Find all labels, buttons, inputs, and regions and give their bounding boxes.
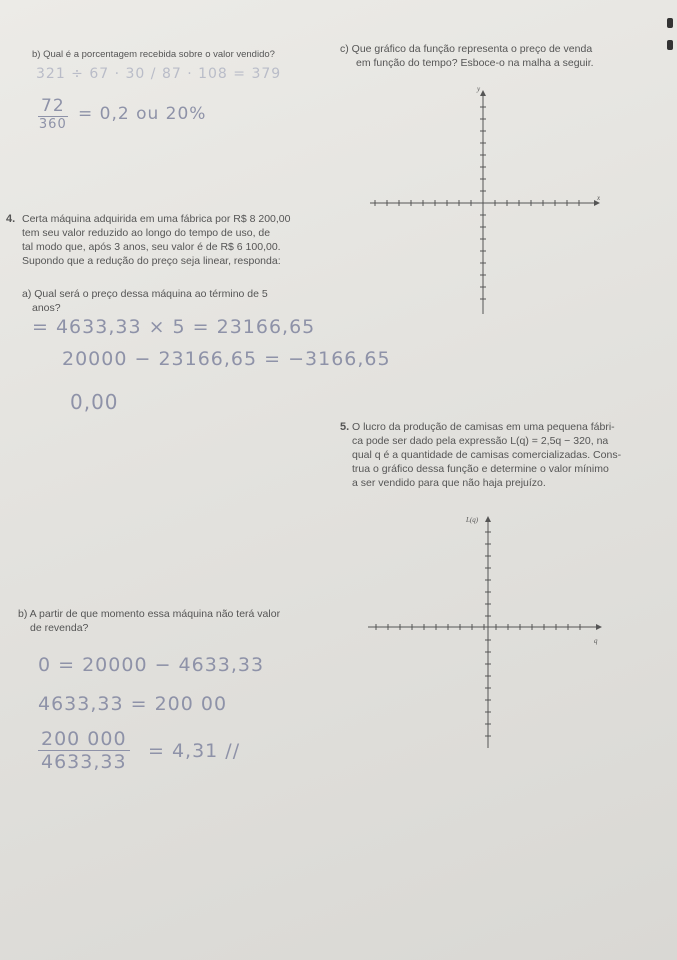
y-axis-arrow [485, 516, 491, 522]
question-3b: b) Qual é a porcentagem recebida sobre o valor vendido? [32, 49, 275, 60]
question-4-line3: tal modo que, após 3 anos, seu valor é de R$ 6 100,00. [22, 241, 281, 253]
handwritten-answer-a2: 20000 − 23166,65 = −3166,65 [62, 348, 391, 370]
question-5-number: 5. [340, 421, 350, 433]
handwritten-answer-b3: = 4,31 // [148, 740, 241, 762]
question-3c-line1: c) Que gráfico da função representa o preço de venda [340, 43, 593, 55]
question-4-number: 4. [6, 213, 16, 225]
question-5-line4: trua o gráfico dessa função e determine o valor mínimo [352, 463, 609, 475]
question-4-line1: Certa máquina adquirida em uma fábrica por R$ 8 200,00 [22, 213, 291, 225]
question-4-line2: tem seu valor reduzido ao longo do tempo de uso, de [22, 227, 271, 239]
question-4b-line2: de revenda? [30, 622, 89, 634]
handwritten-calculation: 321 ÷ 67 · 30 / 87 · 108 = 379 [36, 66, 282, 82]
handwritten-answer-a1: = 4633,33 × 5 = 23166,65 [32, 316, 316, 338]
question-5-line5: a ser vendido para que não haja prejuízo. [352, 477, 546, 489]
question-5-line1: O lucro da produção de camisas em uma pequena fábri- [352, 421, 615, 433]
fraction-numerator: 200 000 [38, 728, 130, 751]
handwritten-answer-a3: 0,00 [70, 390, 119, 414]
question-5-line2: ca pode ser dado pela expressão L(q) = 2,5q − 320, na [352, 435, 609, 447]
x-axis-label: x [597, 194, 601, 202]
y-axis-label: y [477, 85, 481, 93]
question-4a-line1: a) Qual será o preço dessa máquina ao término de 5 [22, 288, 268, 300]
y-axis-label: L(q) [466, 516, 479, 524]
question-3c-line2: em função do tempo? Esboce-o na malha a seguir. [356, 57, 594, 69]
question-5-line3: qual q é a quantidade de camisas comercializadas. Cons- [352, 449, 622, 461]
question-4-line4: Supondo que a redução do preço seja linear, responda: [22, 255, 281, 267]
fraction-denominator: 360 [38, 117, 67, 132]
handwritten-result: = 0,2 ou 20% [78, 104, 207, 124]
question-4b-line1: b) A partir de que momento essa máquina não terá valor [18, 608, 281, 620]
handwritten-answer-b1: 0 = 20000 − 4633,33 [38, 654, 265, 676]
x-axis-arrow [596, 624, 602, 630]
x-axis-label: q [594, 637, 598, 645]
handwritten-answer-b2: 4633,33 = 200 00 [38, 693, 228, 715]
fraction-denominator: 4633,33 [41, 751, 127, 773]
question-4a-line2: anos? [32, 302, 61, 314]
fraction-numerator: 72 [38, 96, 68, 117]
